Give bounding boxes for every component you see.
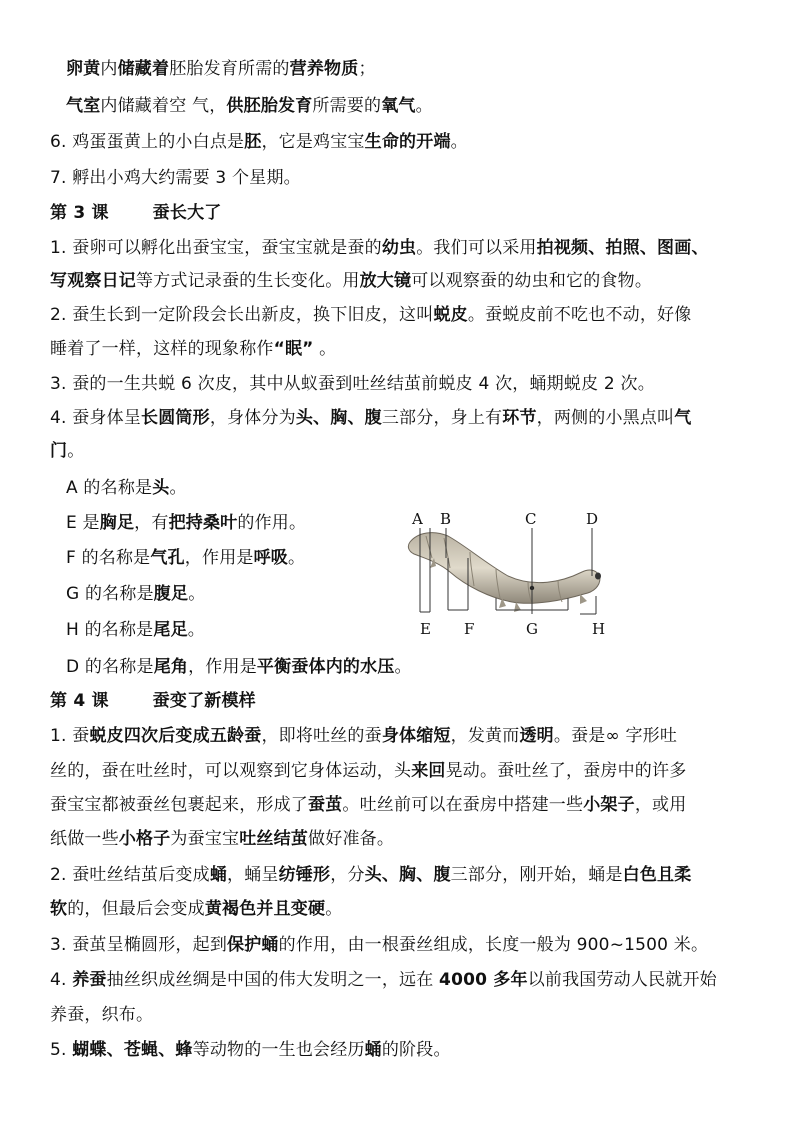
label-g: G: [526, 620, 538, 638]
lesson3-item-3: 3. 蚕的一生共蜕 6 次皮，其中从蚁蚕到吐丝结茧前蜕皮 4 次，蛹期蜕皮 2 次。: [50, 374, 655, 394]
lesson4-item-1: 1. 蚕蜕皮四次后变成五龄蚕，即将吐丝的蚕身体缩短，发黄而透明。蚕是∞ 字形吐: [50, 726, 678, 746]
lesson3-item-2-cont: 睡着了一样，这样的现象称作“眠” 。: [50, 339, 337, 359]
item-7: 7. 孵出小鸡大约需要 3 个星期。: [50, 168, 301, 188]
lesson-3-heading: 第 3 课 蚕长大了: [50, 203, 222, 223]
tail-horn: [595, 573, 601, 580]
lesson4-item-2: 2. 蚕吐丝结茧后变成蛹，蛹呈纺锤形，分头、胸、腹三部分，刚开始，蛹是白色且柔: [50, 865, 692, 885]
label-e: E: [420, 620, 431, 638]
lesson3-item-2: 2. 蚕生长到一定阶段会长出新皮，换下旧皮，这叫蜕皮。蚕蜕皮前不吃也不动，好像: [50, 305, 692, 325]
lesson3-item-4-cont: 门。: [50, 441, 85, 461]
lesson4-item-4-cont: 养蚕，织布。: [50, 1005, 154, 1025]
label-d: D: [586, 510, 599, 528]
label-b: B: [440, 510, 452, 528]
label-h-line: H 的名称是尾足。: [66, 620, 205, 640]
lesson4-item-1-cont-2: 蚕宝宝都被蚕丝包裹起来，形成了蚕茧。吐丝前可以在蚕房中搭建一些小架子，或用: [50, 795, 687, 815]
label-d-line: D 的名称是尾角，作用是平衡蚕体内的水压。: [66, 657, 412, 677]
label-f: F: [464, 620, 475, 638]
egg-yolk-line: 卵黄内储藏着胚胎发育所需的营养物质；: [66, 59, 376, 79]
silkworm-diagram-svg: [404, 506, 614, 644]
silkworm-diagram: [404, 506, 614, 644]
label-g-line: G 的名称是腹足。: [66, 584, 206, 604]
label-a-line: A 的名称是头。: [66, 478, 187, 498]
lesson-4-heading: 第 4 课 蚕变了新模样: [50, 691, 256, 711]
label-h: H: [592, 620, 606, 638]
item-6: 6. 鸡蛋蛋黄上的小白点是胚，它是鸡宝宝生命的开端。: [50, 132, 468, 152]
silkworm-body: [408, 533, 600, 604]
lesson3-item-1-cont: 写观察日记等方式记录蚕的生长变化。用放大镜可以观察蚕的幼虫和它的食物。: [50, 271, 653, 291]
label-a: A: [412, 510, 423, 528]
label-c: C: [525, 510, 537, 528]
air-cell-line: 气室内储藏着空 气，供胚胎发育所需要的氧气。: [66, 96, 433, 116]
lesson4-item-3: 3. 蚕茧呈椭圆形，起到保护蛹的作用，由一根蚕丝组成，长度一般为 900~1500 米。: [50, 935, 709, 955]
lesson3-item-1: 1. 蚕卵可以孵化出蚕宝宝，蚕宝宝就是蚕的幼虫。我们可以采用拍视频、拍照、图画、: [50, 238, 709, 258]
lesson4-item-1-cont-3: 纸做一些小格子为蚕宝宝吐丝结茧做好准备。: [50, 829, 395, 849]
lesson4-item-2-cont: 软的，但最后会变成黄褐色并且变硬。: [50, 899, 343, 919]
label-f-line: F 的名称是气孔，作用是呼吸。: [66, 548, 306, 568]
lesson4-item-5: 5. 蝴蝶、苍蝇、蜂等动物的一生也会经历蛹的阶段。: [50, 1040, 451, 1060]
label-e-line: E 是胸足，有把持桑叶的作用。: [66, 513, 307, 533]
lesson3-item-4: 4. 蚕身体呈长圆筒形，身体分为头、胸、腹三部分，身上有环节，两侧的小黑点叫气: [50, 408, 692, 428]
lesson4-item-1-cont-1: 丝的，蚕在吐丝时，可以观察到它身体运动，头来回晃动。蚕吐丝了，蚕房中的许多: [50, 761, 687, 781]
lesson4-item-4: 4. 养蚕抽丝织成丝绸是中国的伟大发明之一，远在 4000 多年以前我国劳动人民就开始: [50, 970, 717, 990]
